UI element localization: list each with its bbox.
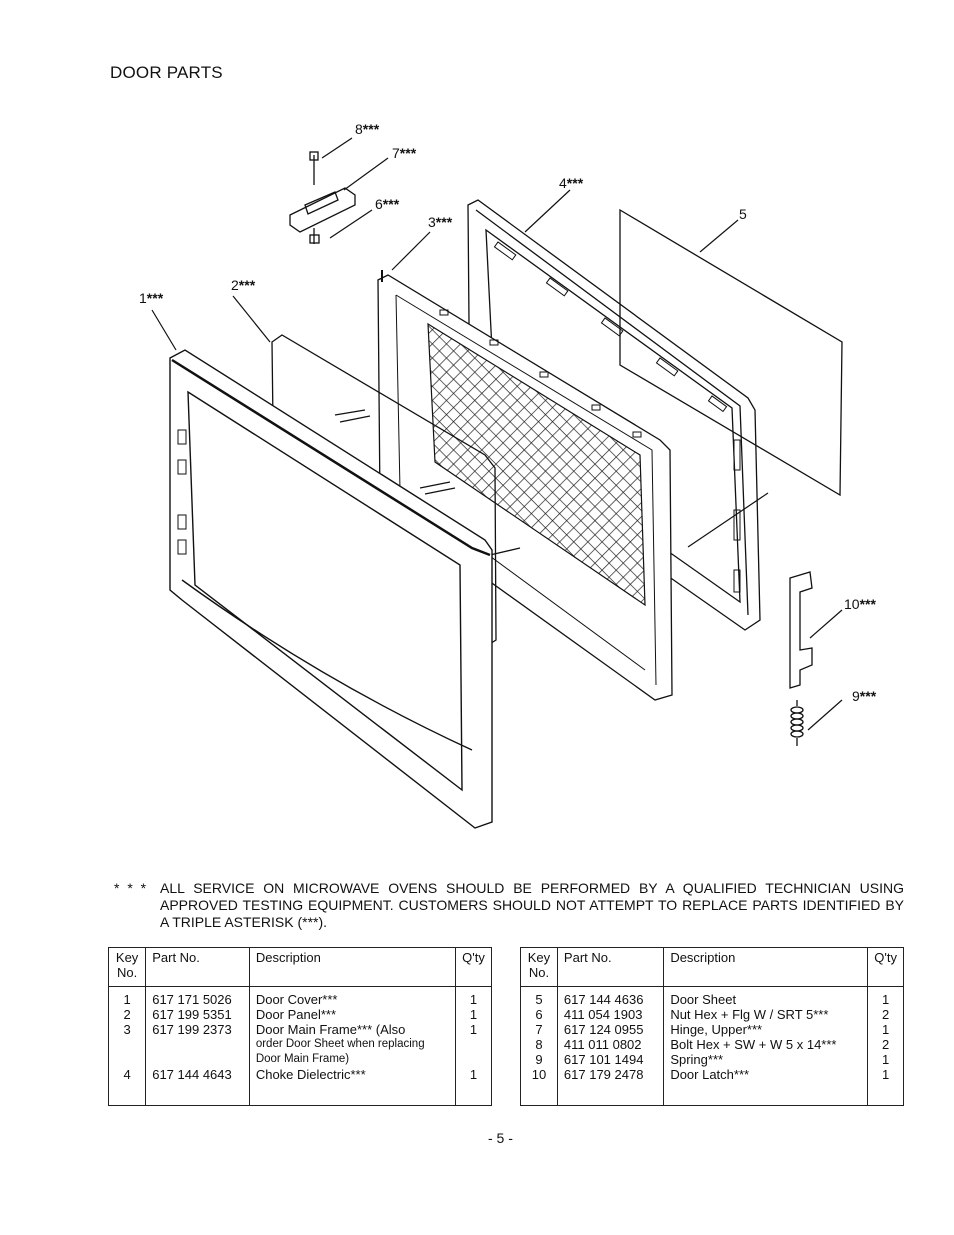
header-part-no: Part No. [557,948,663,987]
key-column [109,987,146,1106]
cell-key: 5 [535,992,543,1007]
cell-part-no: 617 199 5351 [152,1007,232,1022]
callout-number: 6 [375,196,383,212]
cell-part-no: 617 124 0955 [563,1022,644,1037]
callout-stars: *** [146,290,164,306]
cell-description: Door Main Frame) [255,1053,350,1065]
callout-stars: *** [362,121,380,137]
cell-description: Door Sheet [670,992,737,1007]
parts-table-left [108,947,492,1106]
table-header-row [521,948,904,987]
callout-number: 3 [428,214,436,230]
cell-description: Door Cover*** [255,992,338,1007]
spring-part-9 [791,700,803,746]
callout-stars: *** [382,196,400,212]
cell-key: 3 [123,1022,131,1037]
cell-key [115,1052,139,1067]
cell-qty: 1 [882,992,890,1007]
cell-qty: 1 [882,1067,890,1082]
callout-number: 2 [231,277,239,293]
callout-2 [231,278,255,292]
cell-key [115,1037,139,1052]
door-latch-part-10 [790,572,812,688]
callout-3 [428,215,452,229]
cell-part-no: 617 101 1494 [563,1052,644,1067]
part-no-column [146,987,250,1106]
cell-qty: 1 [469,1007,478,1022]
callout-stars: *** [435,214,453,230]
table-row [521,987,904,1106]
callout-4 [559,176,583,190]
key-column [521,987,558,1106]
cell-description: Spring*** [670,1052,724,1067]
callout-9 [852,689,876,703]
qty-column [456,987,492,1106]
cell-qty: 2 [882,1007,890,1022]
callout-number: 8 [355,121,363,137]
cell-description: Choke Dielectric*** [255,1067,366,1082]
cell-key: 10 [531,1067,547,1082]
callout-5 [739,207,747,221]
header-key-no: Key No. [521,948,558,987]
header-key-no: Key No. [109,948,146,987]
cell-description: Door Panel*** [255,1007,337,1022]
cell-description: Door Main Frame*** (Also [255,1022,406,1037]
cell-qty: 2 [882,1037,890,1052]
cell-qty: 1 [882,1052,890,1067]
callout-number: 4 [559,175,567,191]
cell-part-no: 411 011 0802 [563,1037,642,1052]
note-text: ALL SERVICE ON MICROWAVE OVENS SHOULD BE PERFORMED BY A QUALIFIED TECHNICIAN USING APPROVED TESTING EQUIPMENT. CUSTOMERS SHOULD NOT ATTEMPT TO REPLACE PARTS IDENTIFIED BY A TRIPLE ASTERISK (***). [160,880,904,930]
cell-part-no: 617 144 4636 [563,992,644,1007]
description-column [249,987,455,1106]
table-header-row [109,948,492,987]
door-parts-exploded-diagram [100,110,900,850]
callout-stars: *** [859,596,876,612]
header-part-no: Part No. [146,948,250,987]
note-asterisk-marker: * * * [114,880,149,896]
cell-part-no [152,1037,243,1052]
cell-qty: 1 [469,1022,478,1037]
cell-description: Bolt Hex + SW + W 5 x 14*** [670,1037,837,1052]
callout-stars: *** [238,277,256,293]
cell-description: order Door Sheet when replacing [255,1038,425,1050]
cell-key: 2 [123,1007,131,1022]
cell-description: Door Latch*** [670,1067,750,1082]
description-column [664,987,868,1106]
cell-qty: 1 [469,1067,478,1082]
cell-description: Nut Hex + Flg W / SRT 5*** [670,1007,829,1022]
cell-key: 7 [535,1022,543,1037]
table-row [109,987,492,1106]
cell-qty: 1 [469,992,478,1007]
cell-key: 1 [123,992,131,1007]
cell-part-no [152,1052,243,1067]
callout-6 [375,197,399,211]
cell-description: Hinge, Upper*** [670,1022,763,1037]
cell-part-no: 617 171 5026 [152,992,232,1007]
service-warning-note [114,880,904,931]
cell-qty: 1 [882,1022,890,1037]
cell-part-no: 411 054 1903 [563,1007,643,1022]
callout-number: 5 [739,206,747,222]
cell-key: 8 [535,1037,543,1052]
callout-7 [392,146,416,160]
parts-table-right [520,947,904,1106]
page-title: DOOR PARTS [110,63,223,82]
hinge-assembly-parts-6-7-8 [290,152,355,244]
cell-part-no: 617 199 2373 [152,1022,232,1037]
qty-column [868,987,904,1106]
callout-stars: *** [566,175,584,191]
callout-10 [844,597,876,611]
header-description: Description [664,948,868,987]
cell-key: 6 [535,1007,543,1022]
callout-1 [139,291,163,305]
cell-qty [462,1052,485,1067]
page-number: - 5 - [488,1130,513,1146]
callout-8 [355,122,379,136]
cell-key: 4 [123,1067,131,1082]
header-qty: Q'ty [868,948,904,987]
callout-number: 7 [392,145,400,161]
header-description: Description [249,948,455,987]
cell-part-no: 617 179 2478 [563,1067,644,1082]
callout-number: 10 [844,596,860,612]
callout-stars: *** [859,688,877,704]
callout-number: 1 [139,290,147,306]
callout-number: 9 [852,688,860,704]
callout-stars: *** [399,145,417,161]
part-no-column [557,987,663,1106]
cell-key: 9 [535,1052,543,1067]
cell-qty [462,1037,485,1052]
header-qty: Q'ty [456,948,492,987]
cell-part-no: 617 144 4643 [152,1067,232,1082]
